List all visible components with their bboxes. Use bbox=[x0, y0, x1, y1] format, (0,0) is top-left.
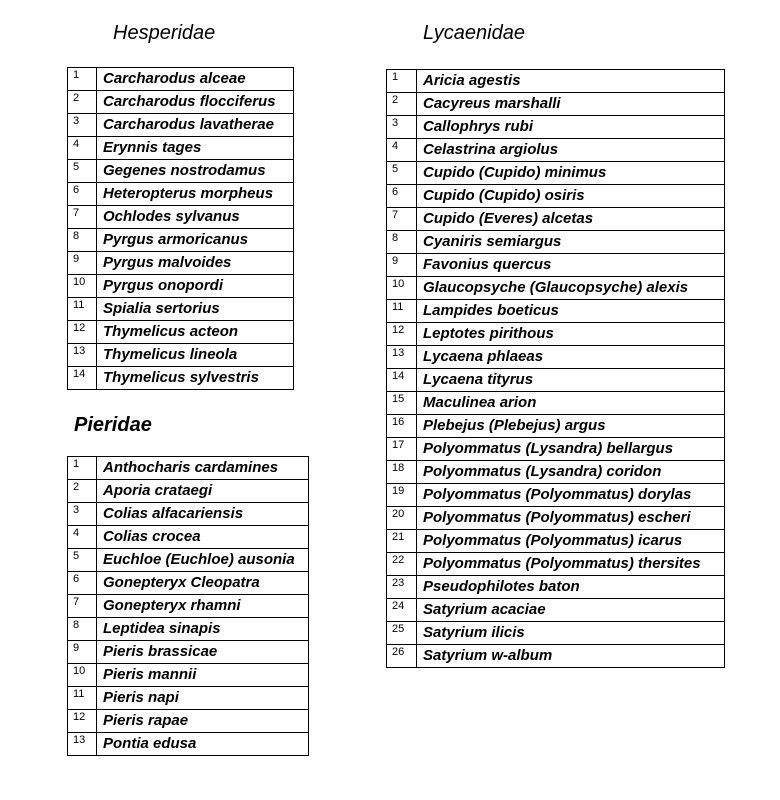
table-row bbox=[387, 622, 725, 645]
table-row bbox=[68, 572, 309, 595]
species-name: Lampides boeticus bbox=[417, 300, 725, 323]
species-name: Carcharodus lavatherae bbox=[97, 114, 294, 137]
row-number: 10 bbox=[68, 664, 97, 687]
table-row bbox=[387, 530, 725, 553]
species-name: Celastrina argiolus bbox=[417, 139, 725, 162]
row-number: 12 bbox=[68, 710, 97, 733]
row-number: 7 bbox=[68, 206, 97, 229]
species-name: Anthocharis cardamines bbox=[97, 457, 309, 480]
lycaenidae-table bbox=[386, 69, 725, 668]
row-number: 13 bbox=[387, 346, 417, 369]
table-row bbox=[387, 139, 725, 162]
species-name: Gonepteryx rhamni bbox=[97, 595, 309, 618]
species-name: Cupido (Cupido) minimus bbox=[417, 162, 725, 185]
row-number: 13 bbox=[68, 733, 97, 756]
species-name: Thymelicus lineola bbox=[97, 344, 294, 367]
row-number: 3 bbox=[68, 114, 97, 137]
row-number: 10 bbox=[387, 277, 417, 300]
species-name: Glaucopsyche (Glaucopsyche) alexis bbox=[417, 277, 725, 300]
row-number: 8 bbox=[68, 229, 97, 252]
table-row bbox=[68, 503, 309, 526]
row-number: 17 bbox=[387, 438, 417, 461]
table-row bbox=[387, 599, 725, 622]
table-row bbox=[68, 687, 309, 710]
table-row bbox=[387, 484, 725, 507]
row-number: 2 bbox=[387, 93, 417, 116]
species-name: Lycaena tityrus bbox=[417, 369, 725, 392]
table-row bbox=[387, 185, 725, 208]
table-row bbox=[68, 114, 294, 137]
row-number: 12 bbox=[387, 323, 417, 346]
table-row bbox=[68, 710, 309, 733]
table-row bbox=[68, 367, 294, 390]
row-number: 10 bbox=[68, 275, 97, 298]
species-name: Polyommatus (Polyommatus) thersites bbox=[417, 553, 725, 576]
table-row bbox=[68, 160, 294, 183]
row-number: 19 bbox=[387, 484, 417, 507]
row-number: 4 bbox=[68, 137, 97, 160]
row-number: 11 bbox=[387, 300, 417, 323]
table-row bbox=[68, 91, 294, 114]
species-name: Cyaniris semiargus bbox=[417, 231, 725, 254]
species-name: Aricia agestis bbox=[417, 70, 725, 93]
table-row bbox=[387, 576, 725, 599]
row-number: 1 bbox=[68, 68, 97, 91]
row-number: 23 bbox=[387, 576, 417, 599]
row-number: 24 bbox=[387, 599, 417, 622]
species-name: Thymelicus acteon bbox=[97, 321, 294, 344]
pieridae-heading: Pieridae bbox=[74, 414, 152, 436]
row-number: 26 bbox=[387, 645, 417, 668]
row-number: 21 bbox=[387, 530, 417, 553]
species-name: Pseudophilotes baton bbox=[417, 576, 725, 599]
table-row bbox=[68, 206, 294, 229]
species-name: Pieris mannii bbox=[97, 664, 309, 687]
row-number: 20 bbox=[387, 507, 417, 530]
species-name: Ochlodes sylvanus bbox=[97, 206, 294, 229]
row-number: 5 bbox=[387, 162, 417, 185]
table-row bbox=[68, 275, 294, 298]
table-row bbox=[68, 480, 309, 503]
species-name: Satyrium ilicis bbox=[417, 622, 725, 645]
species-name: Polyommatus (Polyommatus) dorylas bbox=[417, 484, 725, 507]
table-row bbox=[68, 526, 309, 549]
table-row bbox=[387, 461, 725, 484]
row-number: 2 bbox=[68, 480, 97, 503]
table-row bbox=[68, 549, 309, 572]
table-row bbox=[387, 438, 725, 461]
row-number: 18 bbox=[387, 461, 417, 484]
row-number: 11 bbox=[68, 298, 97, 321]
species-name: Cupido (Cupido) osiris bbox=[417, 185, 725, 208]
species-name: Carcharodus alceae bbox=[97, 68, 294, 91]
row-number: 6 bbox=[68, 572, 97, 595]
table-row bbox=[68, 618, 309, 641]
row-number: 9 bbox=[387, 254, 417, 277]
species-name: Satyrium w-album bbox=[417, 645, 725, 668]
table-row bbox=[387, 231, 725, 254]
table-row bbox=[387, 346, 725, 369]
table-row bbox=[387, 254, 725, 277]
species-name: Carcharodus flocciferus bbox=[97, 91, 294, 114]
hesperidae-heading: Hesperidae bbox=[113, 22, 216, 44]
row-number: 14 bbox=[68, 367, 97, 390]
hesperidae-table bbox=[67, 67, 294, 390]
species-name: Cacyreus marshalli bbox=[417, 93, 725, 116]
table-row bbox=[387, 93, 725, 116]
row-number: 11 bbox=[68, 687, 97, 710]
table-row bbox=[387, 645, 725, 668]
table-row bbox=[68, 298, 294, 321]
row-number: 8 bbox=[387, 231, 417, 254]
species-name: Erynnis tages bbox=[97, 137, 294, 160]
lycaenidae-heading: Lycaenidae bbox=[423, 22, 525, 44]
species-name: Polyommatus (Polyommatus) escheri bbox=[417, 507, 725, 530]
species-name: Heteropterus morpheus bbox=[97, 183, 294, 206]
species-name: Cupido (Everes) alcetas bbox=[417, 208, 725, 231]
species-name: Colias alfacariensis bbox=[97, 503, 309, 526]
table-row bbox=[68, 137, 294, 160]
row-number: 15 bbox=[387, 392, 417, 415]
table-row bbox=[387, 323, 725, 346]
species-name: Pyrgus onopordi bbox=[97, 275, 294, 298]
row-number: 1 bbox=[68, 457, 97, 480]
row-number: 3 bbox=[68, 503, 97, 526]
species-name: Leptotes pirithous bbox=[417, 323, 725, 346]
row-number: 22 bbox=[387, 553, 417, 576]
species-name: Polyommatus (Polyommatus) icarus bbox=[417, 530, 725, 553]
row-number: 6 bbox=[387, 185, 417, 208]
row-number: 4 bbox=[68, 526, 97, 549]
species-name: Gonepteryx Cleopatra bbox=[97, 572, 309, 595]
table-row bbox=[387, 300, 725, 323]
pieridae-table bbox=[67, 456, 309, 756]
row-number: 9 bbox=[68, 641, 97, 664]
row-number: 8 bbox=[68, 618, 97, 641]
table-row bbox=[68, 68, 294, 91]
row-number: 2 bbox=[68, 91, 97, 114]
row-number: 13 bbox=[68, 344, 97, 367]
species-name: Spialia sertorius bbox=[97, 298, 294, 321]
row-number: 3 bbox=[387, 116, 417, 139]
table-row bbox=[387, 415, 725, 438]
table-row bbox=[68, 229, 294, 252]
species-name: Pyrgus armoricanus bbox=[97, 229, 294, 252]
species-name: Pieris brassicae bbox=[97, 641, 309, 664]
species-name: Plebejus (Plebejus) argus bbox=[417, 415, 725, 438]
table-row bbox=[387, 507, 725, 530]
species-name: Satyrium acaciae bbox=[417, 599, 725, 622]
table-row bbox=[68, 733, 309, 756]
row-number: 25 bbox=[387, 622, 417, 645]
table-row bbox=[68, 183, 294, 206]
species-name: Euchloe (Euchloe) ausonia bbox=[97, 549, 309, 572]
species-name: Pontia edusa bbox=[97, 733, 309, 756]
species-name: Maculinea arion bbox=[417, 392, 725, 415]
species-name: Callophrys rubi bbox=[417, 116, 725, 139]
species-name: Gegenes nostrodamus bbox=[97, 160, 294, 183]
table-row bbox=[68, 252, 294, 275]
row-number: 6 bbox=[68, 183, 97, 206]
row-number: 4 bbox=[387, 139, 417, 162]
row-number: 5 bbox=[68, 549, 97, 572]
table-row bbox=[387, 392, 725, 415]
table-row bbox=[387, 369, 725, 392]
row-number: 14 bbox=[387, 369, 417, 392]
table-row bbox=[387, 116, 725, 139]
table-row bbox=[387, 162, 725, 185]
table-row bbox=[68, 321, 294, 344]
species-name: Pieris rapae bbox=[97, 710, 309, 733]
table-row bbox=[68, 641, 309, 664]
table-row bbox=[68, 457, 309, 480]
species-name: Polyommatus (Lysandra) coridon bbox=[417, 461, 725, 484]
row-number: 12 bbox=[68, 321, 97, 344]
row-number: 5 bbox=[68, 160, 97, 183]
species-name: Lycaena phlaeas bbox=[417, 346, 725, 369]
species-name: Aporia crataegi bbox=[97, 480, 309, 503]
species-name: Pieris napi bbox=[97, 687, 309, 710]
table-row bbox=[387, 208, 725, 231]
row-number: 7 bbox=[68, 595, 97, 618]
species-name: Thymelicus sylvestris bbox=[97, 367, 294, 390]
species-name: Favonius quercus bbox=[417, 254, 725, 277]
table-row bbox=[68, 595, 309, 618]
table-row bbox=[68, 344, 294, 367]
row-number: 1 bbox=[387, 70, 417, 93]
table-row bbox=[387, 553, 725, 576]
species-name: Colias crocea bbox=[97, 526, 309, 549]
table-row bbox=[387, 70, 725, 93]
row-number: 9 bbox=[68, 252, 97, 275]
species-name: Pyrgus malvoides bbox=[97, 252, 294, 275]
row-number: 7 bbox=[387, 208, 417, 231]
row-number: 16 bbox=[387, 415, 417, 438]
species-name: Leptidea sinapis bbox=[97, 618, 309, 641]
table-row bbox=[68, 664, 309, 687]
table-row bbox=[387, 277, 725, 300]
species-name: Polyommatus (Lysandra) bellargus bbox=[417, 438, 725, 461]
